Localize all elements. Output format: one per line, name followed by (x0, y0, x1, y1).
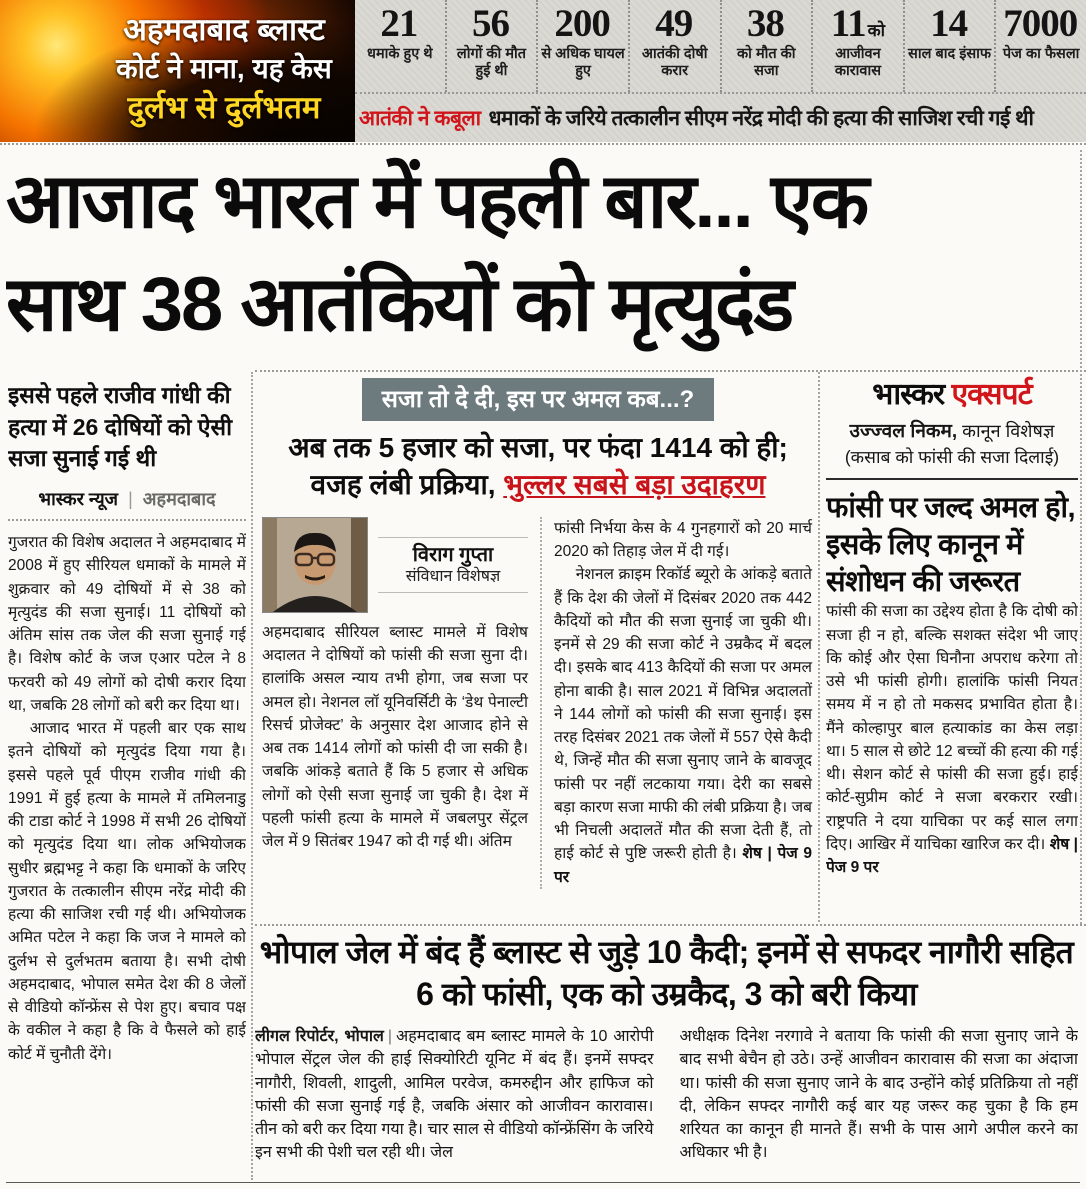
byline-separator: | (128, 489, 133, 510)
bottom-headline: भोपाल जेल में बंद हैं ब्लास्ट से जुड़े 10 कैदी; इनमें से सफदर नागौरी सहित 6 को फांसी, एक को उम्रकैद, 3 को बरी किया (259, 934, 1074, 1012)
bottom-columns (255, 1025, 1078, 1164)
middle-col2-para1: फांसी निर्भया केस के 4 गुनहगारों को 20 मार्च 2020 को तिहाड़ जेल में दी गई। (554, 519, 812, 561)
photo-caption (99, 10, 349, 129)
stat-label: से अधिक घायल हुए (541, 46, 625, 79)
stat-number: 7000 (1003, 2, 1078, 45)
stat-label: साल बाद इंसाफ (908, 46, 992, 62)
stat-cell-life-term (813, 0, 905, 92)
blast-photo (0, 0, 355, 142)
photo-caption-line3: दुर्लभ से दुर्लभतम (127, 89, 321, 125)
middle-kicker-badge: सजा तो दे दी, इस पर अमल कब...? (362, 378, 714, 421)
ticker-highlight: आतंकी ने कबूला (359, 106, 481, 130)
bottom-byline-separator: | (387, 1028, 393, 1046)
middle-headline-black1: अब तक 5 हजार को सजा, पर फंदा 1414 को ही; (288, 432, 788, 463)
expert-headline: फांसी पर जल्द अमल हो, इसके लिए कानून में संशोधन की जरूरत (826, 492, 1076, 598)
stat-label: धमाके हुए थे (367, 46, 433, 62)
bottom-byline: लीगल रिपोर्टर, भोपाल (255, 1028, 384, 1046)
stat-cell-deaths (447, 0, 539, 92)
left-article-byline (8, 487, 246, 511)
author-rule (378, 592, 528, 593)
middle-columns (262, 517, 814, 889)
stat-cell-blasts (355, 0, 447, 92)
author-meta (368, 517, 528, 613)
stat-label: आतंकी दोषी करार (641, 46, 708, 79)
expert-article (826, 372, 1078, 924)
main-headline-line1: आजाद भारत में पहली बार... एक (6, 159, 868, 244)
stat-number: 200 (554, 2, 610, 45)
stat-number: 14 (930, 2, 968, 45)
author-name: विराग गुप्ता (412, 543, 494, 566)
expert-credit: (कसाब को फांसी की सजा दिलाई) (844, 447, 1060, 467)
middle-headline-red: भुल्लर सबसे बड़ा उदाहरण (503, 468, 766, 500)
main-headline-line2: साथ 38 आतंकियों को मृत्युदंड (6, 262, 793, 347)
expert-title: कानून विशेषज्ञ (962, 421, 1055, 441)
brand-black: भास्कर (872, 378, 945, 411)
stat-cell-years (905, 0, 997, 92)
author-block (262, 517, 528, 613)
stat-label: लोगों की मौत हुई थी (456, 46, 527, 79)
middle-col2-para2: नेशनल क्राइम रिकॉर्ड ब्यूरो के आंकड़े बताते हैं कि देश की जेलों में दिसंबर 2020 तक 442 कैदियों को मौत की सजा सुनाई जा चुकी थी। इनमें से 29 की सजा कोर्ट ने उम्रकैद में बदल दी। इसके बाद 413 कैदियों की सजा पर अमल होना बाकी है। साल 2021 में विभिन्न अदालतों ने 144 लोगों को फांसी की सजा सुनाई। इस तरह दिसंबर 2021 तक जेलों में 557 ऐसे कैदी थे, जिन्हें मौत की सजा सुनाए जाने के बावजूद फांसी पर नहीं लटकाया गया। देरी का सबसे बड़ा कारण सजा माफी की लंबी प्रक्रिया है। जब भी निचली अदालतें मौत की सजा देती हैं, तो हाई कोर्ट से पुष्टि जरूरी होती है। शेष | पेज 9 पर (554, 566, 812, 886)
expert-byline (826, 417, 1078, 443)
divider-vertical-left (251, 372, 253, 1180)
stats-banner (355, 0, 1086, 142)
continuation-note: शेष | पेज 9 पर (826, 835, 1078, 877)
author-title: संविधान विशेषज्ञ (405, 567, 501, 585)
middle-headline (262, 430, 814, 504)
divider-dotted-bottom (255, 924, 1086, 926)
stat-cell-death-sentence (722, 0, 814, 92)
middle-headline-black2: वजह लंबी प्रक्रिया, (310, 468, 504, 500)
author-photo (262, 517, 368, 613)
stat-label: को मौत की सजा (737, 46, 796, 79)
divider-vertical-edge (1080, 150, 1082, 924)
byline-source: भास्कर न्यूज (38, 489, 119, 510)
stat-label: आजीवन कारावास (834, 46, 882, 79)
middle-column-2 (540, 517, 812, 889)
middle-col1-text: अहमदाबाद सीरियल ब्लास्ट मामले में विशेष अदालत ने दोषियों को फांसी की सजा सुना दी। हालांकि असल न्याय तभी होगा, जब सजा पर अमल हो। नेशनल लॉ यूनिवर्सिटी के ‘डेथ पेनाल्टी रिसर्च प्रोजेक्ट’ के अनुसार देश आजाद होने से अब तक 1414 लोगों को फांसी दी जा सकी है। जबकि आंकड़े बताते हैं कि 5 हजार से अधिक लोगों को ऐसी सजा सुनाई जा चुकी है। देश में पहली फांसी हत्या के मामले में जबलपुर सेंट्रल जेल में 9 सितंबर 1947 को दी गई थी। अंतिम (262, 623, 528, 851)
continuation-note: शेष | पेज 9 पर (554, 845, 812, 886)
brand-red: एक्सपर्ट (951, 378, 1032, 411)
stat-number: 49 (655, 2, 693, 45)
stat-number: 38 (746, 2, 784, 45)
left-article-subhead: इससे पहले राजीव गांधी की हत्या में 26 दोषियों को ऐसी सजा सुनाई गई थी (8, 382, 233, 472)
photo-caption-line1: अहमदाबाद ब्लास्ट (123, 12, 325, 47)
middle-column-1 (262, 517, 528, 889)
divider-dotted-byline (8, 519, 246, 521)
confession-ticker (355, 92, 1086, 141)
left-article-para1: गुजरात की विशेष अदालत ने अहमदाबाद में 2008 में हुए सीरियल धमाकों के मामले में शुक्रवार को 49 दोषियों में से 38 को मृत्युदंड की सजा सुनाई। 11 दोषियों को अंतिम सांस तक जेल की सजा सुनाई गई है। विशेष कोर्ट के जज एआर पटेल ने 8 फरवरी को 49 लोगों को दोषी करार दिया था, जबकि 28 लोगों को बरी कर दिया था। (8, 534, 246, 714)
stat-cell-pages (996, 0, 1086, 92)
ticker-text: धमाकों के जरिये तत्कालीन सीएम नरेंद्र मोदी की हत्या की साजिश रची गई थी (488, 106, 1034, 130)
left-article (8, 380, 246, 1180)
byline-city: अहमदाबाद (142, 489, 216, 510)
photo-caption-line2: कोर्ट ने माना, यह केस (116, 52, 332, 84)
divider-vertical-middle (818, 372, 820, 922)
bhaskar-expert-logo (826, 372, 1078, 413)
bottom-article (255, 932, 1078, 1180)
stat-cell-convicted (630, 0, 722, 92)
main-headline (6, 150, 1082, 364)
expert-name: उज्ज्वल निकम, (849, 421, 958, 442)
author-rule (378, 537, 528, 538)
divider-dotted-banner (0, 143, 1086, 145)
left-article-para2: आजाद भारत में पहली बार एक साथ इतने दोषियों को मृत्युदंड दिया गया है। इससे पहले पूर्व पीएम राजीव गांधी की 1991 में हुई हत्या के मामले में तमिलनाडु की टाडा कोर्ट ने 1998 में सभी 26 दोषियों को मृत्युदंड दिया था। लोक अभियोजक सुधीर ब्रह्मभट्ट ने कहा कि धमाकों के जरिए गुजरात के तत्कालीन सीएम नरेंद्र मोदी की हत्या की साजिश रची गई थी। अभियोजक अमित पटेल ने कहा कि जज ने मामले को दुर्लभ से दुर्लभतम बताया है। सभी दोषी अहमदाबाद, भोपाल समेत देश की 8 जेलों से वीडियो कॉन्फ्रेंस से पेश हुए। बचाव पक्ष के वकील ने कहा है कि वे फैसले को हाई कोर्ट में चुनौती देंगे। (8, 720, 246, 1063)
middle-article (262, 378, 814, 922)
stat-cell-injured (538, 0, 630, 92)
stat-label: पेज का फैसला (1002, 46, 1080, 62)
expert-body: फांसी की सजा का उद्देश्य होता है कि दोषी को सजा ही न हो, बल्कि सशक्त संदेश भी जाए कि कोई और ऐसा घिनौना अपराध करेगा तो उसे भी फांसी होगी। हालांकि फांसी नियत समय में न हो तो मकसद प्रभावित होता है। मैंने कोल्हापुर बाल हत्याकांड का केस लड़ा था। 5 साल से छोटे 12 बच्चों की हत्या की गई थी। सेशन कोर्ट से फांसी की सजा हुई। हाई कोर्ट-सुप्रीम कोर्ट ने सजा बरकरार रखी। राष्ट्रपति ने दया याचिका पर कई साल लगा दिए। आखिर में याचिका खारिज कर दी। शेष | पेज 9 पर (826, 603, 1078, 877)
divider-solid (826, 478, 1078, 480)
bottom-col1: लीगल रिपोर्टर, भोपाल | अहमदाबाद बम ब्लास्ट मामले के 10 आरोपी भोपाल सेंट्रल जेल की हाई सिक्योरिटी यूनिट में बंद हैं। इनमें सफ्दर नागौरी, शिवली, शादुली, आमिल परवेज, कमरुद्दीन और हाफिज को फांसी की सजा सुनाई गई है, जबकि अंसार को आजीवन कारावास। तीन को बरी कर दिया गया है। चार साल से वीडियो कॉन्फ्रेंसिंग के जरिये इन सभी की पेशी चल रही थी। जेल (255, 1028, 654, 1162)
stats-row (355, 0, 1086, 92)
bottom-col2: अधीक्षक दिनेश नरगावे ने बताया कि फांसी की सजा सुनाए जाने के बाद सभी बेचैन हो उठे। उन्हें आजीवन कारावास की सजा का अंदाजा था। फांसी की सजा सुनाए जाने के बाद उन्होंने कोई प्रतिक्रिया तो नहीं दी, लेकिन सफ्दर नागौरी कई बार यह जरूर कह चुका है कि हम शरियत का कानून ही मानते हैं। सभी के पास आगे अपील करने का अधिकार भी है। (679, 1028, 1078, 1162)
stat-number: 11 को (830, 2, 886, 45)
stat-number: 56 (471, 2, 509, 45)
stat-number: 21 (380, 2, 418, 45)
divider-bottom-rule (6, 1182, 1080, 1183)
